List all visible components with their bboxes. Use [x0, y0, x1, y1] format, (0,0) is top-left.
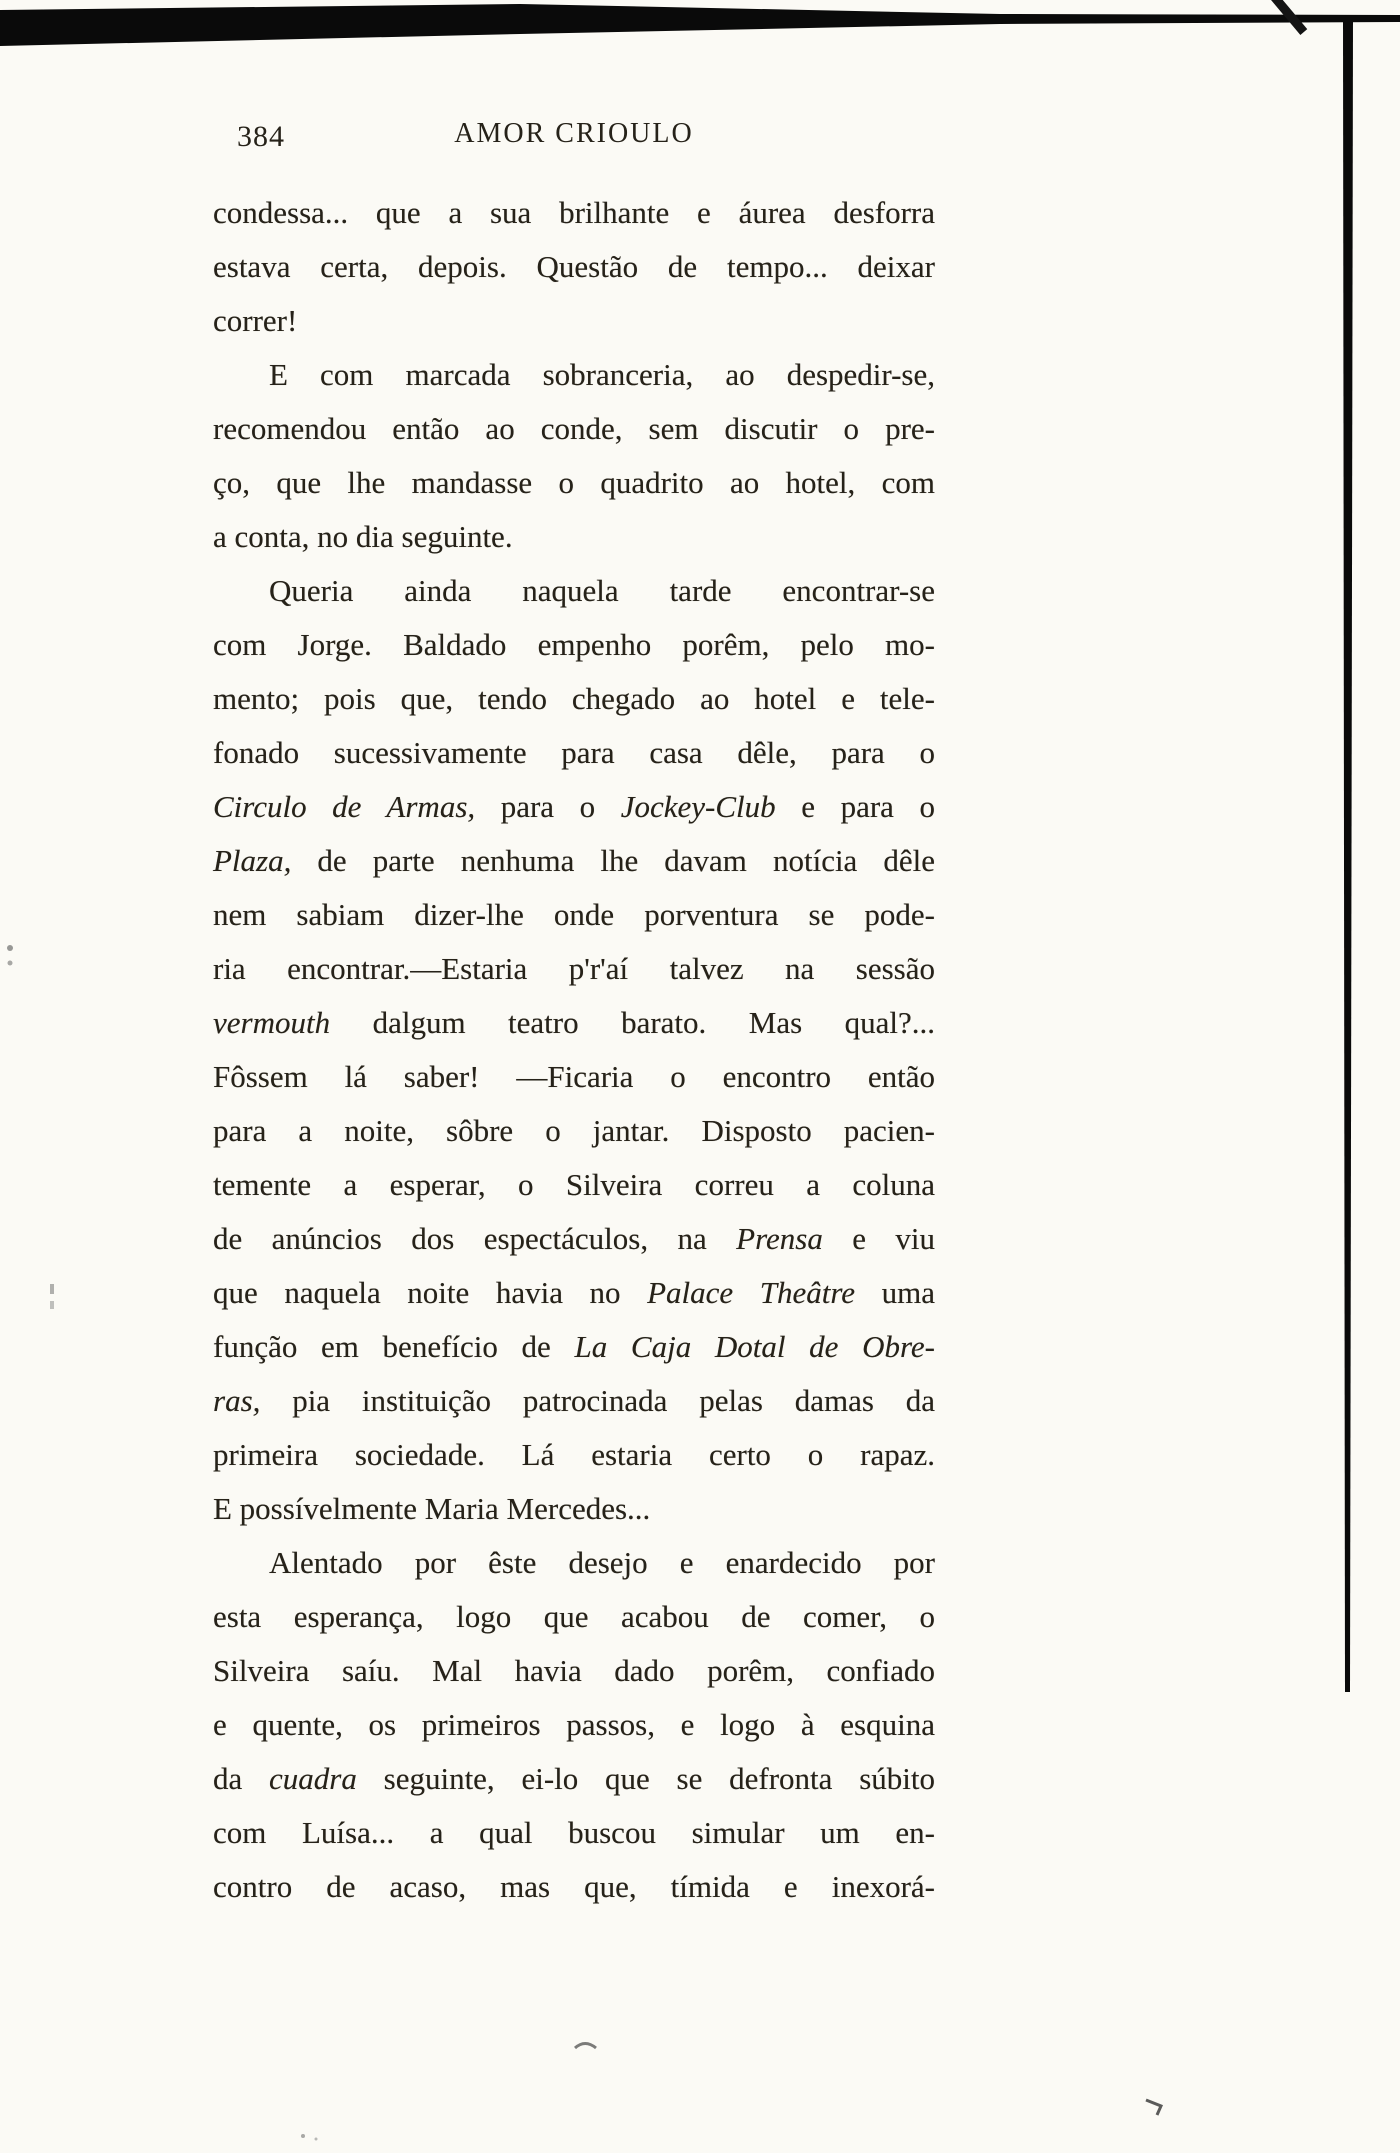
text-line	[213, 1212, 935, 1266]
text-line	[213, 186, 935, 240]
italic-text-run: Plaza,	[213, 843, 292, 878]
text-line	[213, 1428, 935, 1482]
text-line	[213, 1752, 935, 1806]
text-line	[213, 348, 935, 402]
text-run: a conta, no dia seguinte.	[213, 519, 513, 554]
text-run: para o	[475, 789, 621, 824]
page-body	[213, 186, 935, 1914]
right-edge-line	[1343, 16, 1353, 1692]
text-run: condessa... que a sua brilhante e áurea desforra	[213, 195, 935, 230]
text-run: e quente, os primeiros passos, e logo à esquina	[213, 1707, 935, 1742]
italic-text-run: Prensa	[736, 1221, 823, 1256]
text-run: que naquela noite havia no	[213, 1275, 648, 1310]
text-run: primeira sociedade. Lá estaria certo o rapaz.	[213, 1437, 935, 1472]
italic-text-run: Palace Theâtre	[647, 1275, 856, 1310]
text-run: com Jorge. Baldado empenho porêm, pelo mo-	[213, 627, 935, 662]
text-run: de parte nenhuma lhe davam notícia dêle	[291, 843, 935, 878]
text-run: com Luísa... a qual buscou simular um en-	[213, 1815, 935, 1850]
text-run: ço, que lhe mandasse o quadrito ao hotel, com	[213, 465, 935, 500]
text-line	[213, 1644, 935, 1698]
text-line	[213, 564, 935, 618]
scan-speck	[7, 945, 13, 951]
italic-text-run: cuadra	[269, 1761, 357, 1796]
text-line	[213, 672, 935, 726]
text-line	[213, 294, 935, 348]
text-run: temente a esperar, o Silveira correu a coluna	[213, 1167, 935, 1202]
italic-text-run: ras,	[213, 1383, 261, 1418]
scan-speck	[50, 1301, 54, 1309]
text-run: E possívelmente Maria Mercedes...	[213, 1491, 651, 1526]
text-run: esta esperança, logo que acabou de comer, o	[213, 1599, 935, 1634]
text-line	[213, 240, 935, 294]
text-run: dalgum teatro barato. Mas qual?...	[330, 1005, 935, 1040]
scan-speck	[8, 961, 13, 966]
text-line	[213, 1104, 935, 1158]
text-line	[213, 780, 935, 834]
text-run: ria encontrar.—Estaria p'r'aí talvez na sessão	[213, 951, 935, 986]
text-run: da	[213, 1761, 270, 1796]
text-run: Queria ainda naquela tarde encontrar-se	[269, 573, 935, 608]
text-line	[213, 456, 935, 510]
text-run: Alentado por êste desejo e enardecido por	[269, 1545, 935, 1580]
text-run: Fôssem lá saber! —Ficaria o encontro então	[213, 1059, 935, 1094]
text-line	[213, 618, 935, 672]
text-line	[213, 402, 935, 456]
top-right-mark	[1271, 0, 1307, 35]
text-line	[213, 1536, 935, 1590]
text-line	[213, 1158, 935, 1212]
scan-speck	[315, 2138, 318, 2141]
italic-text-run: Circulo de Armas,	[213, 789, 476, 824]
text-line	[213, 942, 935, 996]
text-line	[213, 834, 935, 888]
text-line	[213, 1590, 935, 1644]
text-run: e viu	[822, 1221, 936, 1256]
text-line	[213, 1050, 935, 1104]
text-run: correr!	[213, 303, 298, 338]
text-run: uma	[855, 1275, 936, 1310]
text-line	[213, 1860, 935, 1914]
text-line	[213, 1698, 935, 1752]
scan-speck	[1146, 2100, 1161, 2115]
running-title: AMOR CRIOULO	[454, 118, 694, 149]
scan-speck	[575, 2044, 596, 2049]
text-run: para a noite, sôbre o jantar. Disposto pacien-	[213, 1113, 935, 1148]
text-line	[213, 1374, 935, 1428]
text-run: de anúncios dos espectáculos, na	[213, 1221, 737, 1256]
text-line	[213, 726, 935, 780]
text-line	[213, 996, 935, 1050]
page-header	[213, 118, 935, 162]
text-run: mento; pois que, tendo chegado ao hotel e tele-	[213, 681, 935, 716]
text-run: Silveira saíu. Mal havia dado porêm, confiado	[213, 1653, 935, 1688]
page-number: 384	[237, 120, 285, 153]
text-run: nem sabiam dizer-lhe onde porventura se pode-	[213, 897, 935, 932]
text-run: e para o	[775, 789, 935, 824]
text-line	[213, 1806, 935, 1860]
text-line	[213, 888, 935, 942]
text-run: E com marcada sobranceria, ao despedir-se,	[269, 357, 935, 392]
text-line	[213, 1266, 935, 1320]
scan-speck	[301, 2134, 305, 2138]
text-line	[213, 510, 935, 564]
text-line	[213, 1482, 935, 1536]
text-run: fonado sucessivamente para casa dêle, para o	[213, 735, 935, 770]
text-line	[213, 1320, 935, 1374]
top-scan-band	[0, 4, 1400, 46]
text-run: recomendou então ao conde, sem discutir o pre-	[213, 411, 935, 446]
italic-text-run: La Caja Dotal de Obre-	[574, 1329, 935, 1364]
italic-text-run: vermouth	[213, 1005, 331, 1040]
text-run: seguinte, ei-lo que se defronta súbito	[356, 1761, 935, 1796]
text-run: contro de acaso, mas que, tímida e inexorá-	[213, 1869, 935, 1904]
scan-speck	[50, 1284, 54, 1294]
text-run: pia instituição patrocinada pelas damas da	[260, 1383, 935, 1418]
text-run: estava certa, depois. Questão de tempo... deixar	[213, 249, 935, 284]
text-run: função em benefício de	[213, 1329, 575, 1364]
italic-text-run: Jockey-Club	[620, 789, 776, 824]
